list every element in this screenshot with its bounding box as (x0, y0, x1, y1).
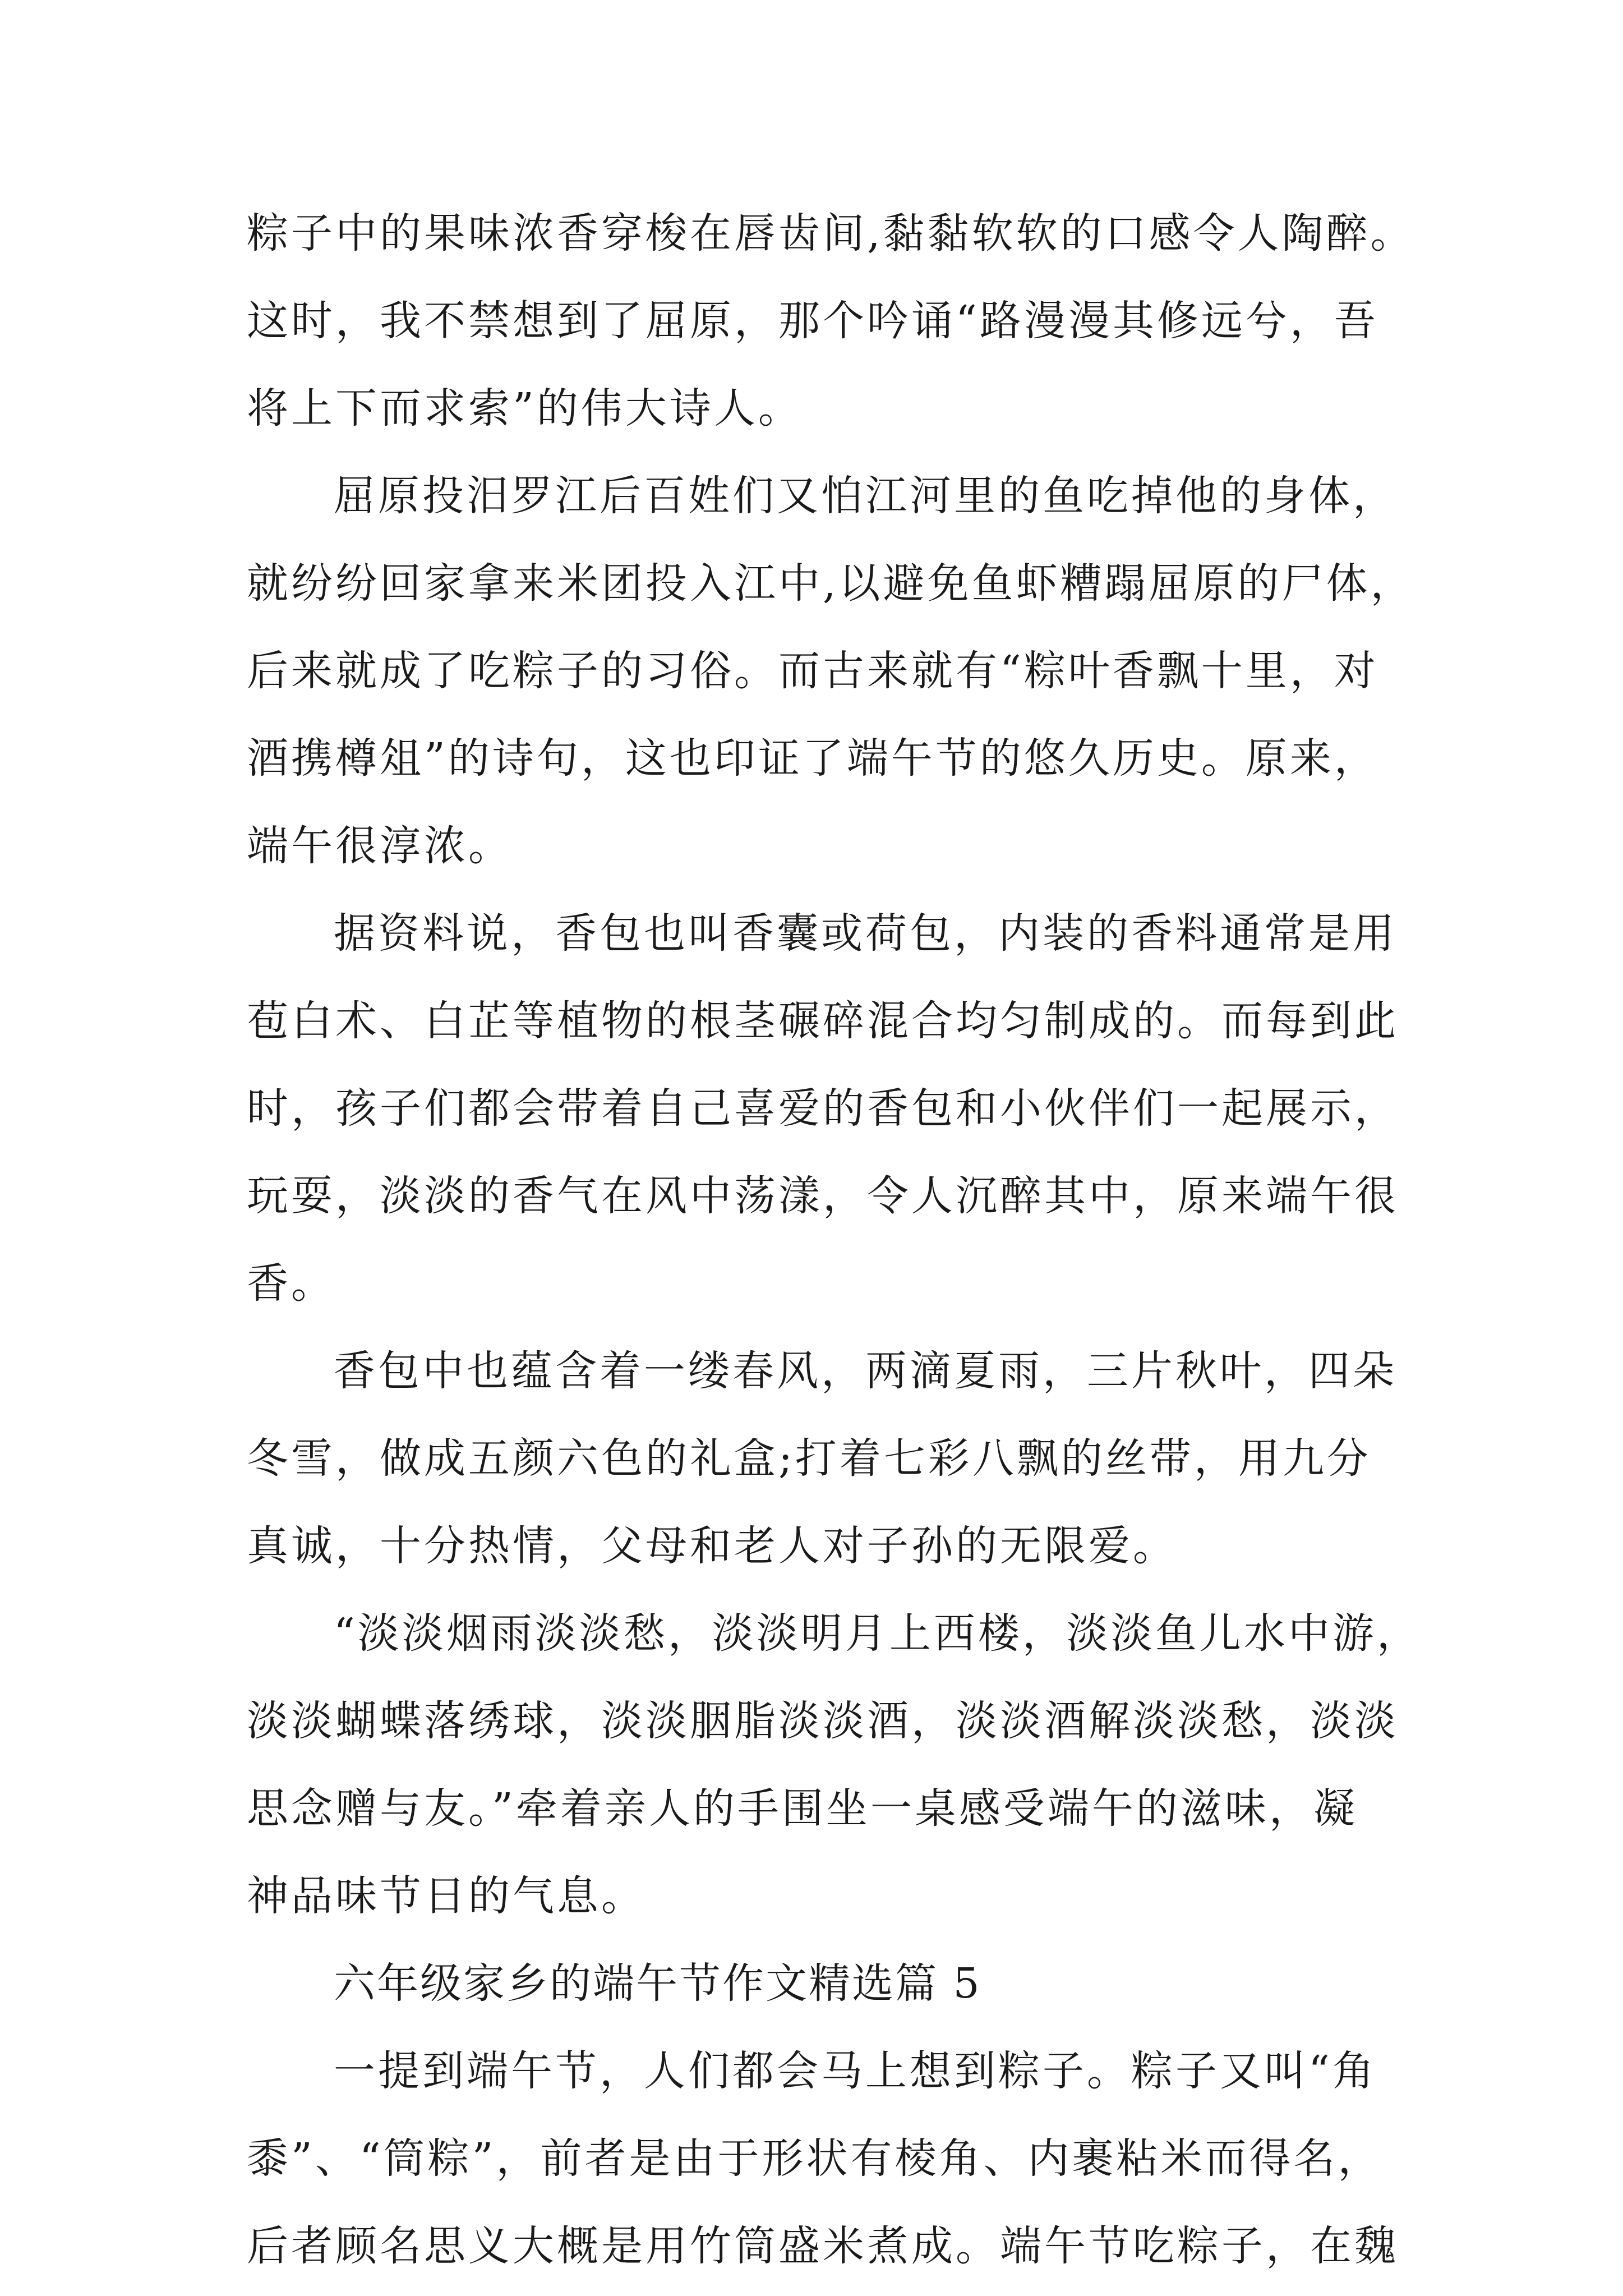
text-line: 真诚，十分热情，父母和老人对子孙的无限爱。 (247, 1522, 1177, 1570)
text-line: 黍”、“筒粽”，前者是由于形状有棱角、内裹粘米而得名， (247, 2134, 1382, 2183)
text-line: 淡淡蝴蝶落绣球，淡淡胭脂淡淡酒，淡淡酒解淡淡愁，淡淡 (247, 1697, 1399, 1745)
paragraph-first-line: 一提到端午节，人们都会马上想到粽子。粽子又叫“角 (334, 2047, 1377, 2095)
text-line: 将上下而求索”的伟大诗人。 (247, 384, 803, 432)
paragraph-first-line: “淡淡烟雨淡淡愁，淡淡明月上西楼，淡淡鱼儿水中游， (334, 1609, 1421, 1658)
text-line: 神品味节日的气息。 (247, 1872, 645, 1920)
text-line: 后者顾名思义大概是用竹筒盛米煮成。端午节吃粽子，在魏 (247, 2222, 1399, 2270)
paragraph-first-line: 屈原投汨罗江后百姓们又怕江河里的鱼吃掉他的身体， (334, 472, 1397, 520)
text-line: 端午很淳浓。 (247, 822, 513, 870)
text-line: 这时，我不禁想到了屈原，那个吟诵“路漫漫其修远兮，吾 (247, 297, 1378, 345)
text-line: 就纷纷回家拿来米团投入江中,以避免鱼虾糟蹋屈原的尸体， (247, 559, 1415, 608)
text-line: 粽子中的果味浓香穿梭在唇齿间,黏黏软软的口感令人陶醉。 (247, 209, 1415, 257)
text-line: 苞白术、白芷等植物的根茎碾碎混合均匀制成的。而每到此 (247, 997, 1399, 1045)
text-line: 酒携樽俎”的诗句，这也印证了端午节的悠久历史。原来， (247, 734, 1378, 783)
text-line: 后来就成了吃粽子的习俗。而古来就有“粽叶香飘十里，对 (247, 647, 1378, 695)
paragraph-first-line: 据资料说，香包也叫香囊或荷包，内装的香料通常是用 (334, 909, 1397, 958)
section-heading: 六年级家乡的端午节作文精选篇 5 (334, 1959, 981, 2008)
paragraph-first-line: 香包中也蕴含着一缕春风，两滴夏雨，三片秋叶，四朵 (334, 1347, 1397, 1395)
text-line: 思念赠与友。”牵着亲人的手围坐一桌感受端午的滋味，凝 (247, 1784, 1358, 1833)
text-line: 玩耍，淡淡的香气在风中荡漾，令人沉醉其中，原来端午很 (247, 1172, 1399, 1220)
text-line: 时，孩子们都会带着自己喜爱的香包和小伙伴们一起展示， (247, 1084, 1399, 1133)
text-line: 香。 (247, 1259, 335, 1308)
text-line: 冬雪，做成五颜六色的礼盒;打着七彩八飘的丝带，用九分 (247, 1434, 1371, 1483)
